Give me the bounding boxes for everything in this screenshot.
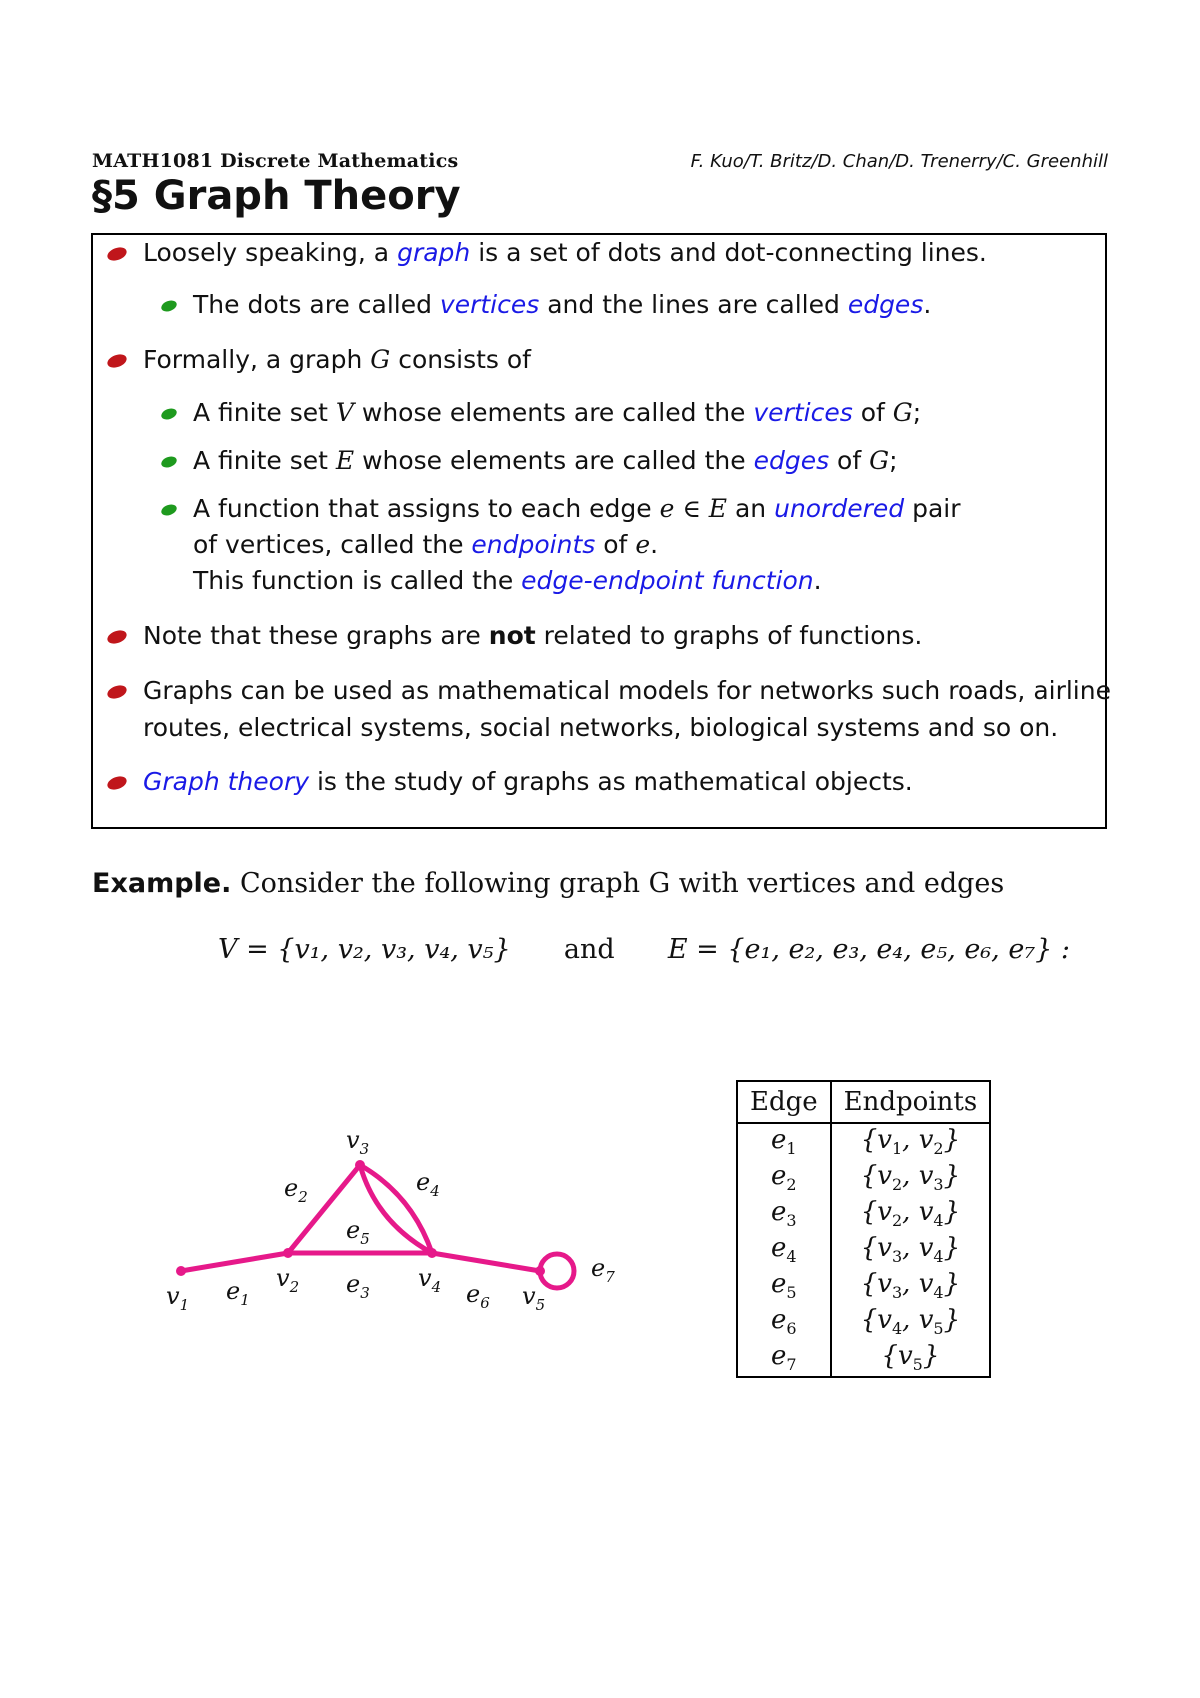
authors: F. Kuo/T. Britz/D. Chan/D. Trenerry/C. Greenhill <box>690 151 1108 172</box>
bullet-2c-line2: of vertices, called the endpoints of e. <box>193 530 659 559</box>
bullet-2: Formally, a graph G consists of <box>143 345 531 374</box>
green-bullet-icon <box>157 407 181 421</box>
definition-box <box>91 233 1111 829</box>
vertex-edge-sets <box>218 934 1070 965</box>
label-e6: $e_6$ <box>466 1280 490 1310</box>
vertex-v3 <box>355 1160 365 1170</box>
label-e5: $e_5$ <box>346 1216 370 1248</box>
vertex-v5 <box>535 1266 545 1276</box>
edge-cell: $e_7$ <box>737 1340 831 1377</box>
bullet-3: Note that these graphs are not related to graphs of functions. <box>143 621 923 650</box>
edge-e1 <box>181 1253 288 1271</box>
course-title: MATH1081 Discrete Mathematics <box>92 150 459 172</box>
table-header-endpoints: Endpoints <box>831 1081 991 1123</box>
bullet-4: Graphs can be used as mathematical models for networks such roads, airline <box>143 676 1111 705</box>
page-title: §5 Graph Theory <box>92 173 461 219</box>
bullet-2c: A function that assigns to each edge e ∈ E an unordered pair <box>193 494 961 523</box>
endpoints-cell: {$v_4$, $v_5$} <box>831 1304 991 1340</box>
red-bullet-icon <box>105 776 129 790</box>
graph-edges <box>181 1165 574 1288</box>
endpoints-cell: {$v_1$, $v_2$} <box>831 1123 991 1160</box>
bullet-2c-line3: This function is called the edge-endpoint function. <box>193 566 822 595</box>
bullet-4-line2: routes, electrical systems, social networks, biological systems and so on. <box>143 713 1059 742</box>
endpoints-cell: $\{v_5\}$ <box>831 1340 991 1377</box>
bullet-1: Loosely speaking, a graph is a set of dots and dot-connecting lines. <box>143 238 987 267</box>
edge-cell: $e_4$ <box>737 1232 831 1268</box>
edge-endpoint-table <box>736 1080 991 1378</box>
label-v5: $v_5$ <box>522 1282 546 1310</box>
vertex-set: V = {v₁, v₂, v₃, v₄, v₅} <box>218 934 511 965</box>
red-bullet-icon <box>105 354 129 368</box>
table-row <box>737 1196 990 1232</box>
vertex-v2 <box>283 1248 293 1258</box>
table-row <box>737 1340 990 1377</box>
table-row <box>737 1232 990 1268</box>
bullet-5: Graph theory is the study of graphs as mathematical objects. <box>143 767 913 796</box>
edge-cell: $e_5$ <box>737 1268 831 1304</box>
example-intro: Example. Consider the following graph G with vertices and edges <box>92 868 1005 899</box>
green-bullet-icon <box>157 455 181 469</box>
label-v2: $v_2$ <box>276 1264 300 1296</box>
label-v4: $v_4$ <box>418 1264 442 1296</box>
label-v3: $v_3$ <box>346 1126 370 1158</box>
edge-e7 <box>540 1254 574 1288</box>
endpoints-cell: {$v_2$, $v_3$} <box>831 1160 991 1196</box>
edge-cell: $e_3$ <box>737 1196 831 1232</box>
graph-vertices <box>176 1160 545 1276</box>
edge-cell: $e_1$ <box>737 1123 831 1160</box>
bullet-1a: The dots are called vertices and the lines are called edges. <box>193 290 932 319</box>
red-bullet-icon <box>105 630 129 644</box>
label-e4: $e_4$ <box>416 1168 440 1200</box>
endpoints-cell: {$v_2$, $v_4$} <box>831 1196 991 1232</box>
label-v1: $v_1$ <box>166 1282 190 1310</box>
table-row <box>737 1268 990 1304</box>
edge-cell: $e_6$ <box>737 1304 831 1340</box>
table-header-edge: Edge <box>737 1081 831 1123</box>
table-row <box>737 1304 990 1340</box>
label-e1: $e_1$ <box>226 1277 250 1309</box>
edge-cell: $e_2$ <box>737 1160 831 1196</box>
endpoints-cell: {$v_3$, $v_4$} <box>831 1232 991 1268</box>
vertex-v1 <box>176 1266 186 1276</box>
graph-diagram <box>150 1110 630 1310</box>
red-bullet-icon <box>105 247 129 261</box>
edge-e6 <box>432 1253 540 1271</box>
and-word: and <box>563 934 615 965</box>
table-row <box>737 1160 990 1196</box>
label-e2: $e_2$ <box>284 1174 308 1206</box>
label-e3: $e_3$ <box>346 1270 370 1302</box>
green-bullet-icon <box>157 299 181 313</box>
red-bullet-icon <box>105 685 129 699</box>
edge-set: E = {e₁, e₂, e₃, e₄, e₅, e₆, e₇} : <box>667 934 1070 965</box>
bullet-2a: A finite set V whose elements are called the vertices of G; <box>193 398 922 427</box>
label-e7: $e_7$ <box>591 1254 615 1286</box>
endpoints-cell: {$v_3$, $v_4$} <box>831 1268 991 1304</box>
table-row <box>737 1123 990 1160</box>
green-bullet-icon <box>157 503 181 517</box>
bullet-2b: A finite set E whose elements are called the edges of G; <box>193 446 898 475</box>
vertex-v4 <box>427 1248 437 1258</box>
